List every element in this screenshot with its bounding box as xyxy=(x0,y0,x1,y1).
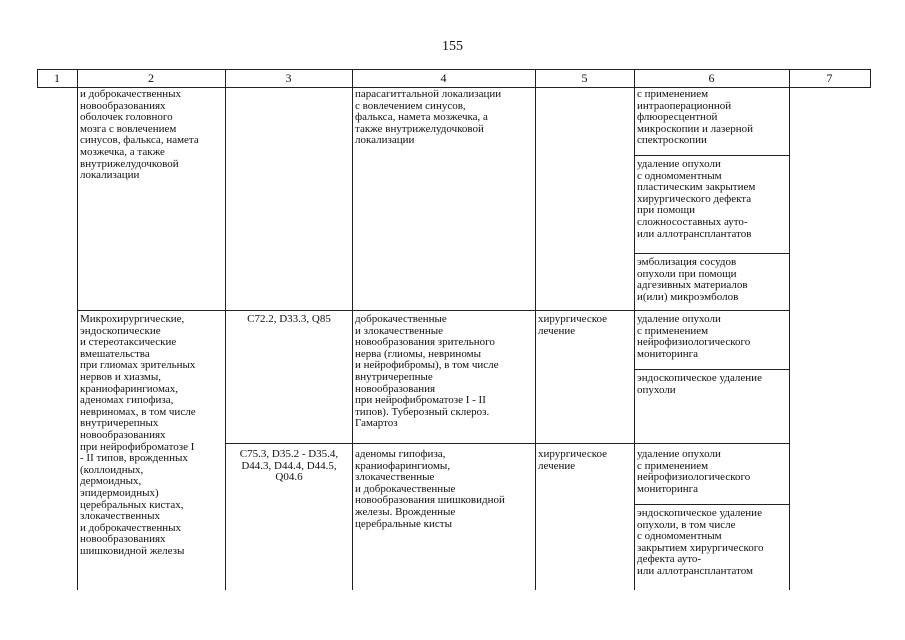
row2-col6-method-b: эндоскопическое удаление опухоли xyxy=(637,372,762,396)
header-col-4: 4 xyxy=(440,71,447,85)
header-col-7: 7 xyxy=(826,71,833,85)
col-border xyxy=(352,69,353,590)
row1-col6-method-b: удаление опухоли с одномоментным пластическим закрытием хирургического дефекта при помощи сложносоставных ауто- или аллотрансплантатов xyxy=(637,158,756,240)
row2-col5-treatment-b: хирургическое лечение xyxy=(538,448,608,472)
header-col-6: 6 xyxy=(708,71,715,85)
row2-col6-method-c: удаление опухоли с применением нейрофизиологического мониторинга xyxy=(637,448,751,495)
col6-divider xyxy=(634,253,789,254)
row-divider xyxy=(77,310,789,311)
row2-col6-method-a: удаление опухоли с применением нейрофизиологического мониторинга xyxy=(637,313,751,360)
row1-col2-text: и доброкачественных новообразованиях оболочек головного мозга с вовлечением синусов, фалькса, намета мозжечка, а также внутрижелудочковой локализации xyxy=(80,88,199,182)
row2-col4-diagnosis-b: аденомы гипофиза, краниофарингиомы, злокачественные и доброкачественные новообразования шишковидной железы. Врожденные церебральные кисты xyxy=(355,448,505,530)
col6-divider xyxy=(634,504,789,505)
col-border xyxy=(225,69,226,590)
col-border xyxy=(77,69,78,590)
header-col-5: 5 xyxy=(581,71,588,85)
row-divider-sub xyxy=(225,443,789,444)
row1-col4-text: парасагиттальной локализации с вовлечением синусов, фалькса, намета мозжечка, а также внутрижелудочковой локализации xyxy=(355,88,502,147)
col-border xyxy=(789,69,790,590)
row2-col4-diagnosis-a: доброкачественные и злокачественные новообразования зрительного нерва (глиомы, невриномы и нейрофибромы), в том числе внутричерепные новообразования при нейрофиброматозе I - II типов). Туберозный склероз. Гамартоз xyxy=(355,313,499,430)
row1-col6-method-c: эмболизация сосудов опухоли при помощи адгезивных материалов и(или) микроэмболов xyxy=(637,256,748,303)
col6-divider xyxy=(634,369,789,370)
col6-divider xyxy=(634,155,789,156)
row2-col5-treatment-a: хирургическое лечение xyxy=(538,313,608,337)
col-border xyxy=(535,69,536,590)
row2-col2-text: Микрохирургические, эндоскопические и стереотаксические вмешательства при глиомах зрительных нервов и хиазмы, краниофарингиомах, аденомах гипофиза, невриномах, в том числе внутричерепных новообразованиях при нейрофиброматозе I - II типов, врожденных (коллоидных, дермоидных, эпидермоидных) церебральных кистах, злокачественных и доброкачественных новообразованиях шишковидной железы xyxy=(80,313,196,557)
header-col-3: 3 xyxy=(285,71,292,85)
col-border xyxy=(870,69,871,88)
col-border xyxy=(634,69,635,590)
page-number: 155 xyxy=(442,39,463,54)
header-col-1: 1 xyxy=(54,71,60,85)
header-col-2: 2 xyxy=(148,71,154,85)
row2-col3-codes-a: C72.2, D33.3, Q85 xyxy=(247,313,331,325)
row2-col3-codes-b: C75.3, D35.2 - D35.4, D44.3, D44.4, D44.5, Q04.6 xyxy=(239,448,339,484)
row2-col6-method-d: эндоскопическое удаление опухоли, в том числе с одномоментным закрытием хирургического дефекта ауто- или аллотрансплантатом xyxy=(637,507,764,577)
row1-col6-method-a: с применением интраоперационной флюоресцентной микроскопии и лазерной спектроскопии xyxy=(637,88,754,147)
